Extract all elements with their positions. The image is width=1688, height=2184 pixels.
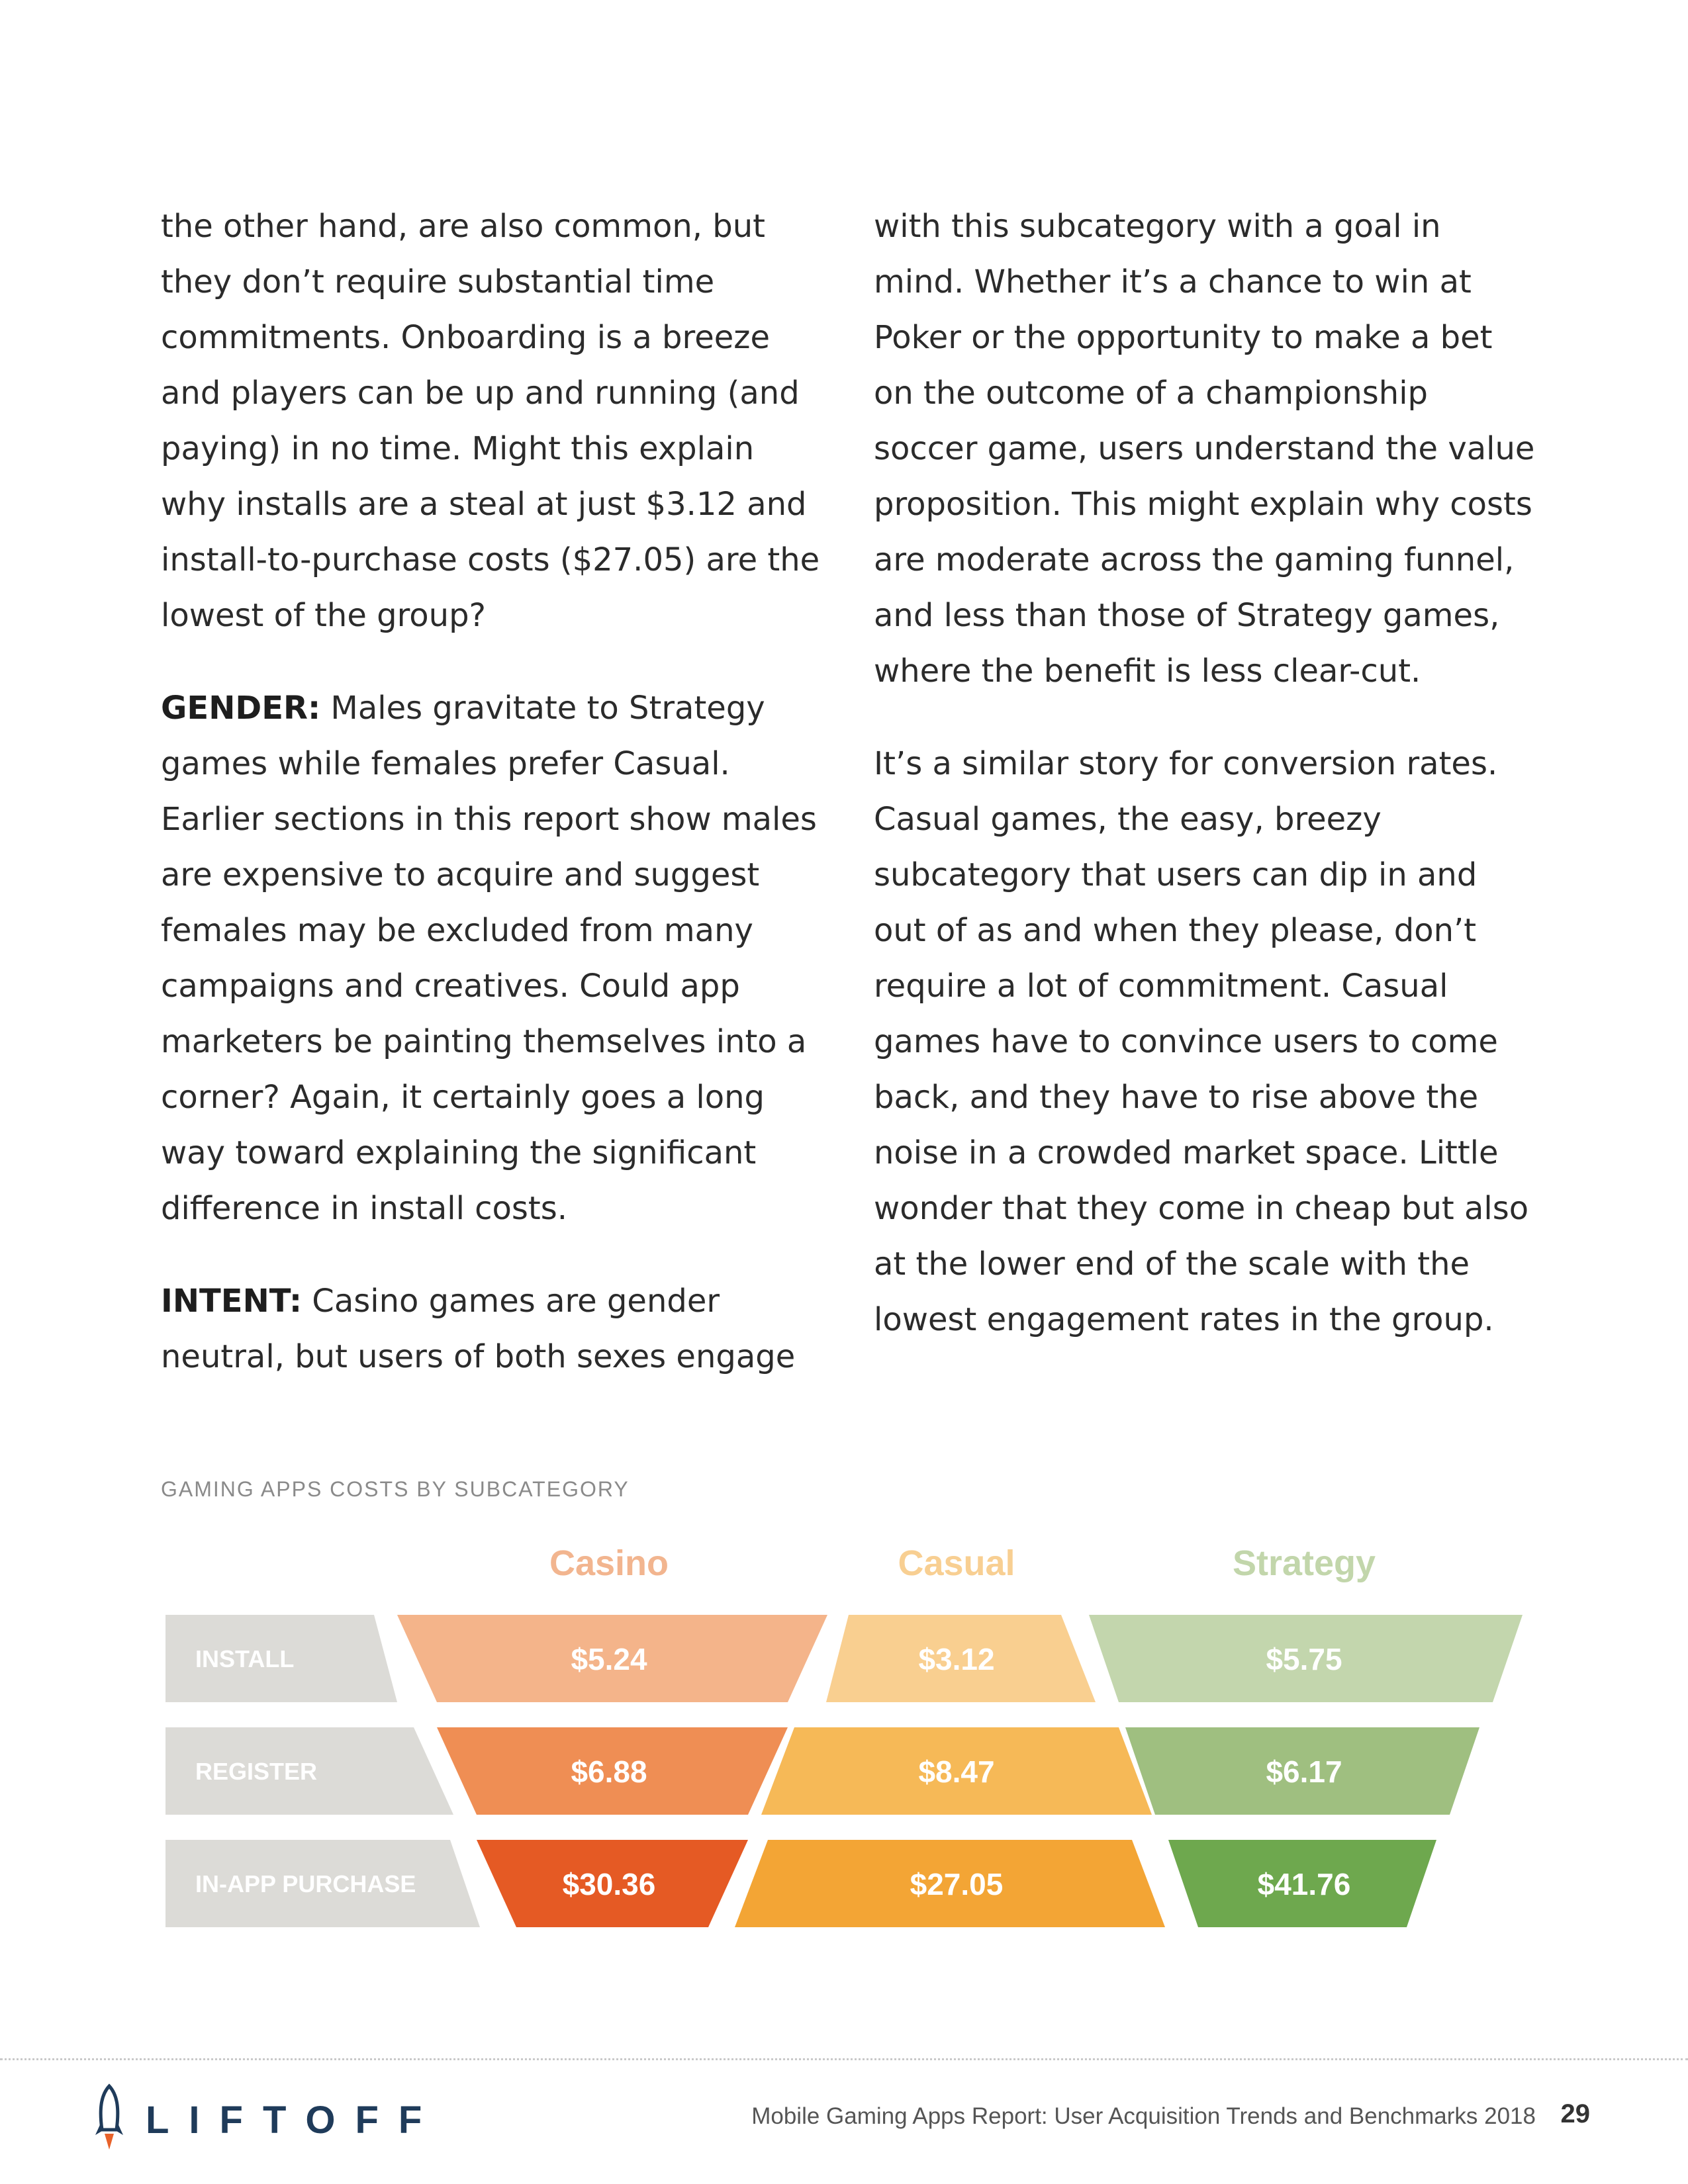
page-number: 29 [1560, 2099, 1590, 2128]
cost-value: $41.76 [1257, 1867, 1351, 1901]
right-column [874, 199, 1536, 1385]
stage-label: IN-APP PURCHASE [195, 1870, 416, 1897]
body-paragraph: It’s a similar story for conversion rates. Casual games, the easy, breezy subcategory that users can dip in and out of as and when they please, don’t require a lot of commitment. Casual games have to convince users to come back, and they have to rise above the noise in a crowded market space. Little wonder that they come in cheap but also at the lower end of the scale with the lowest engagement rates in the group. [874, 745, 1529, 1338]
chart-title: GAMING APPS COSTS BY SUBCATEGORY [161, 1477, 630, 1501]
liftoff-logo [93, 2083, 442, 2156]
stage-label: INSTALL [195, 1645, 295, 1672]
gender-lead: GENDER: [161, 690, 321, 727]
body-paragraph: with this subcategory with a goal in mind. Whether it’s a chance to win at Poker or the opportunity to make a bet on the outcome of a championship soccer game, users understand the value proposition. This might explain why costs are moderate across the gaming funnel, and less than those of Strategy games, where the benefit is less clear-cut. [874, 208, 1535, 690]
body-paragraph: the other hand, are also common, but they don’t require substantial time commitments. Onboarding is a breeze and players can be up and running (and paying) in no time. Might this explain why installs are a steal at just $3.12 and install-to-purchase costs ($27.05) are the lowest of the group? [161, 208, 820, 634]
cost-value: $3.12 [918, 1642, 995, 1676]
series-header: Casino [549, 1543, 669, 1583]
cost-value: $8.47 [918, 1754, 995, 1789]
cost-value: $5.75 [1266, 1642, 1342, 1676]
footer-divider [0, 2058, 1688, 2060]
left-column [161, 199, 823, 1422]
series-header: Strategy [1232, 1543, 1376, 1583]
cost-value: $6.17 [1266, 1754, 1342, 1789]
logo-wordmark: LIFTOFF [146, 2098, 442, 2142]
series-header: Casual [898, 1543, 1015, 1583]
cost-value: $5.24 [571, 1642, 647, 1676]
cost-value: $6.88 [571, 1754, 647, 1789]
intent-paragraph: INTENT: Casino games are gender neutral, but users of both sexes engage [161, 1283, 796, 1375]
cost-value: $30.36 [562, 1867, 656, 1901]
intent-lead: INTENT: [161, 1283, 303, 1320]
stage-label: REGISTER [195, 1758, 318, 1785]
gender-paragraph: GENDER: Males gravitate to Strategy games while females prefer Casual. Earlier sections in this report show males are expensive to acquire and suggest females may be excluded from many campaigns and creatives. Could app marketers be painting themselves into a corner? Again, it certainly goes a long way toward explaining the significant difference in install costs. [161, 690, 817, 1227]
funnel-chart [0, 1522, 1688, 1946]
rocket-icon [93, 2083, 126, 2156]
cost-value: $27.05 [910, 1867, 1004, 1901]
report-title: Mobile Gaming Apps Report: User Acquisition Trends and Benchmarks 2018 [751, 2103, 1536, 2129]
